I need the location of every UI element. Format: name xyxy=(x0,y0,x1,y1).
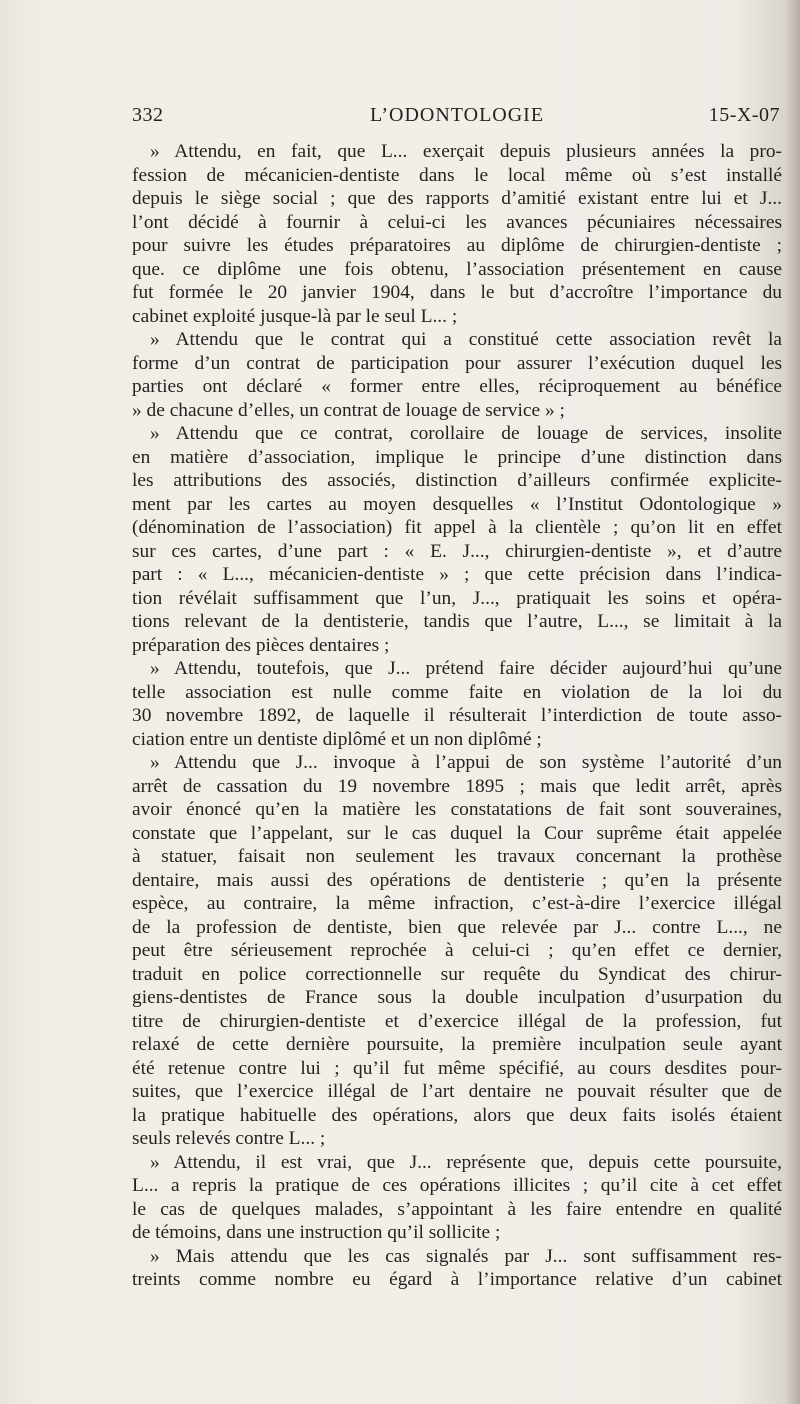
text-line: » Attendu, il est vrai, que J... représente que, depuis cette poursuite, xyxy=(150,1151,782,1173)
text-line: telle association est nulle comme faite en violation de la loi du xyxy=(132,681,782,703)
text-line: tions relevant de la dentisterie, tandis que l’autre, L..., se limitait à la xyxy=(132,611,782,632)
text-line: L... a repris la pratique de ces opérations illicites ; qu’il cite à cet effet xyxy=(132,1175,782,1196)
text-line: le cas de quelques malades, s’appointant à les faire entendre en qualité xyxy=(132,1198,782,1220)
text-line: tion révélait suffisamment que l’un, J..., pratiquait les soins et opéra- xyxy=(132,587,782,609)
text-line: » Attendu, toutefois, que J... prétend faire décider aujourd’hui qu’une xyxy=(150,658,782,679)
text-line: été retenue contre lui ; qu’il fut même spécifié, au cours desdites pour- xyxy=(132,1057,782,1079)
text-line: avoir énoncé qu’en la matière les constatations de fait sont souveraines, xyxy=(132,799,782,820)
text-line: » Attendu que le contrat qui a constitué cette association revêt la xyxy=(150,329,782,350)
text-line: » Mais attendu que les cas signalés par J... sont suffisamment res- xyxy=(150,1245,782,1267)
text-line: treints comme nombre eu égard à l’importance relative d’un cabinet xyxy=(132,1269,782,1290)
body-text xyxy=(132,140,782,1292)
text-line: que. ce diplôme une fois obtenu, l’association présentement en cause xyxy=(132,258,782,280)
text-line: » Attendu que J... invoque à l’appui de son système l’autorité d’un xyxy=(150,752,782,773)
text-line: constate que l’appelant, sur le cas duquel la Cour suprême était appelée xyxy=(132,822,782,844)
text-line: titre de chirurgien-dentiste et d’exercice illégal de la profession, fut xyxy=(132,1010,782,1032)
text-line: forme d’un contrat de participation pour assurer l’exécution duquel les xyxy=(132,352,782,374)
page-edge-shadow xyxy=(786,0,800,1404)
text-line: ment par les cartes au moyen desquelles « l’Institut Odontologique » xyxy=(132,493,782,515)
text-line: la pratique habituelle des opérations, alors que deux faits isolés étaient xyxy=(132,1104,782,1126)
text-line: ciation entre un dentiste diplômé et un non diplômé ; xyxy=(132,728,542,750)
running-header xyxy=(132,104,782,130)
text-line: cabinet exploité jusque-là par le seul L... ; xyxy=(132,305,458,327)
text-line: » Attendu, en fait, que L... exerçait depuis plusieurs années la pro- xyxy=(150,141,782,162)
text-line: giens-dentistes de France sous la double inculpation d’usurpation du xyxy=(132,987,782,1008)
text-line: parties ont déclaré « former entre elles, réciproquement au bénéfice xyxy=(132,376,782,397)
text-line: préparation des pièces dentaires ; xyxy=(132,634,390,656)
text-line: espèce, au contraire, la même infraction, c’est-à-dire l’exercice illégal xyxy=(132,893,782,914)
text-line: peut être sérieusement reprochée à celui-ci ; qu’en effet ce dernier, xyxy=(132,940,782,961)
text-line: sur ces cartes, d’une part : « E. J..., chirurgien-dentiste », et d’autre xyxy=(132,540,782,562)
text-line: relaxé de cette dernière poursuite, la première inculpation seule ayant xyxy=(132,1034,782,1055)
issue-date: 15-X-07 xyxy=(708,104,780,126)
text-line: dentaire, mais aussi des opérations de dentisterie ; qu’en la présente xyxy=(132,869,782,891)
text-line: part : « L..., mécanicien-dentiste » ; que cette précision dans l’indica- xyxy=(132,564,782,585)
text-line: (dénomination de l’association) fit appel à la clientèle ; qu’on lit en effet xyxy=(132,517,782,538)
text-line: en matière d’association, implique le principe d’une distinction dans xyxy=(132,446,782,468)
text-line: arrêt de cassation du 19 novembre 1895 ; mais que ledit arrêt, après xyxy=(132,775,782,797)
text-line: de la profession de dentiste, bien que relevée par J... contre L..., ne xyxy=(132,916,782,938)
journal-title: L’ODONTOLOGIE xyxy=(369,104,545,126)
text-line: pour suivre les études préparatoires au diplôme de chirurgien-dentiste ; xyxy=(132,235,782,256)
text-line: de témoins, dans une instruction qu’il sollicite ; xyxy=(132,1222,501,1243)
text-line: les attributions des associés, distinction d’ailleurs confirmée explicite- xyxy=(132,470,782,491)
text-line: seuls relevés contre L... ; xyxy=(132,1128,326,1149)
page-number: 332 xyxy=(132,104,164,126)
text-line: fut formée le 20 janvier 1904, dans le but d’accroître l’importance du xyxy=(132,282,782,303)
text-line: traduit en police correctionnelle sur requête du Syndicat des chirur- xyxy=(132,963,782,985)
text-line: » Attendu que ce contrat, corollaire de louage de services, insolite xyxy=(150,423,782,444)
text-line: suites, que l’exercice illégal de l’art dentaire ne pouvait résulter que de xyxy=(132,1081,782,1102)
text-line: depuis le siège social ; que des rapports d’amitié existant entre lui et J... xyxy=(132,188,782,209)
text-line: l’ont décidé à fournir à celui-ci les avances pécuniaires nécessaires xyxy=(132,211,782,233)
text-line: » de chacune d’elles, un contrat de louage de service » ; xyxy=(132,399,565,421)
text-line: fession de mécanicien-dentiste dans le local même où s’est installé xyxy=(132,164,782,186)
text-line: à statuer, faisait non seulement les travaux concernant la prothèse xyxy=(132,846,782,867)
text-line: 30 novembre 1892, de laquelle il résulterait l’interdiction de toute asso- xyxy=(132,705,782,726)
